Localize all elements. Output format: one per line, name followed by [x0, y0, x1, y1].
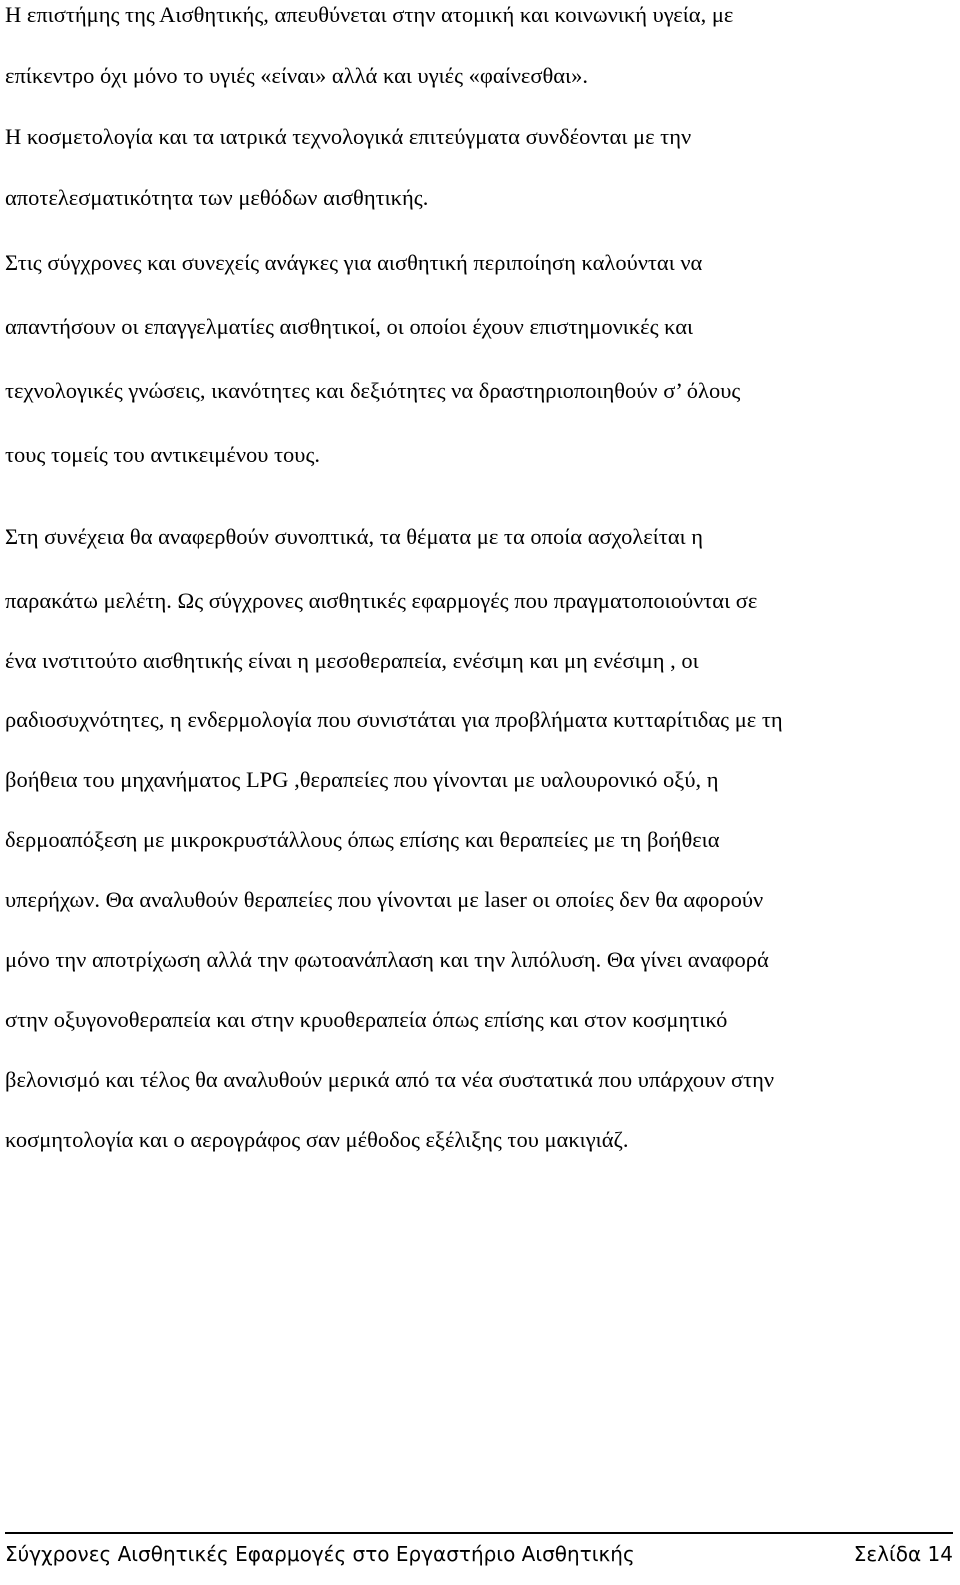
- paragraph-line: Στις σύγχρονες και συνεχείς ανάγκες για αισθητική περιποίηση καλούνται να: [5, 250, 703, 275]
- paragraph-line: απαντήσουν οι επαγγελματίες αισθητικοί, οι οποίοι έχουν επιστημονικές και: [5, 314, 694, 339]
- paragraph-line: επίκεντρο όχι μόνο το υγιές «είναι» αλλά και υγιές «φαίνεσθαι».: [5, 63, 588, 88]
- paragraph-line: Η κοσμετολογία και τα ιατρικά τεχνολογικά επιτεύγματα συνδέονται με την: [5, 124, 692, 149]
- page-footer: [5, 1532, 953, 1566]
- paragraph-line: στην οξυγονοθεραπεία και στην κρυοθεραπεία όπως επίσης και στον κοσμητικό: [5, 1007, 728, 1032]
- footer-page-number: Σελίδα 14: [853, 1542, 953, 1566]
- paragraph-line: τους τομείς του αντικειμένου τους.: [5, 442, 320, 467]
- paragraph-line: βοήθεια του μηχανήματος LPG ,θεραπείες που γίνονται με υαλουρονικό οξύ, η: [5, 767, 719, 792]
- paragraph-line: δερμοαπόξεση με μικροκρυστάλλους όπως επίσης και θεραπείες με τη βοήθεια: [5, 827, 720, 852]
- paragraph-line: κοσμητολογία και ο αερογράφος σαν μέθοδος εξέλιξης του μακιγιάζ.: [5, 1127, 629, 1152]
- paragraph-line: παρακάτω μελέτη. Ως σύγχρονες αισθητικές εφαρμογές που πραγματοποιούνται σε: [5, 588, 758, 613]
- paragraph-line: βελονισμό και τέλος θα αναλυθούν μερικά από τα νέα συστατικά που υπάρχουν στην: [5, 1067, 775, 1092]
- paragraph-line: μόνο την αποτρίχωση αλλά την φωτοανάπλαση και την λιπόλυση. Θα γίνει αναφορά: [5, 947, 769, 972]
- paragraph-line: τεχνολογικές γνώσεις, ικανότητες και δεξιότητες να δραστηριοποιηθούν σ’ όλους: [5, 378, 741, 403]
- paragraph-line: Στη συνέχεια θα αναφερθούν συνοπτικά, τα θέματα με τα οποία ασχολείται η: [5, 524, 704, 549]
- paragraph-line: Η επιστήμης της Αισθητικής, απευθύνεται στην ατομική και κοινωνική υγεία, με: [5, 2, 734, 27]
- paragraph-line: ένα ινστιτούτο αισθητικής είναι η μεσοθεραπεία, ενέσιμη και μη ενέσιμη , οι: [5, 648, 699, 673]
- paragraph-line: ραδιοσυχνότητες, η ενδερμολογία που συνιστάται για προβλήματα κυτταρίτιδας με τη: [5, 707, 783, 732]
- footer-title: Σύγχρονες Αισθητικές Εφαρμογές στο Εργαστήριο Αισθητικής: [5, 1542, 635, 1566]
- paragraph-line: αποτελεσματικότητα των μεθόδων αισθητικής.: [5, 185, 429, 210]
- paragraph-line: υπερήχων. Θα αναλυθούν θεραπείες που γίνονται με laser οι οποίες δεν θα αφορούν: [5, 887, 764, 912]
